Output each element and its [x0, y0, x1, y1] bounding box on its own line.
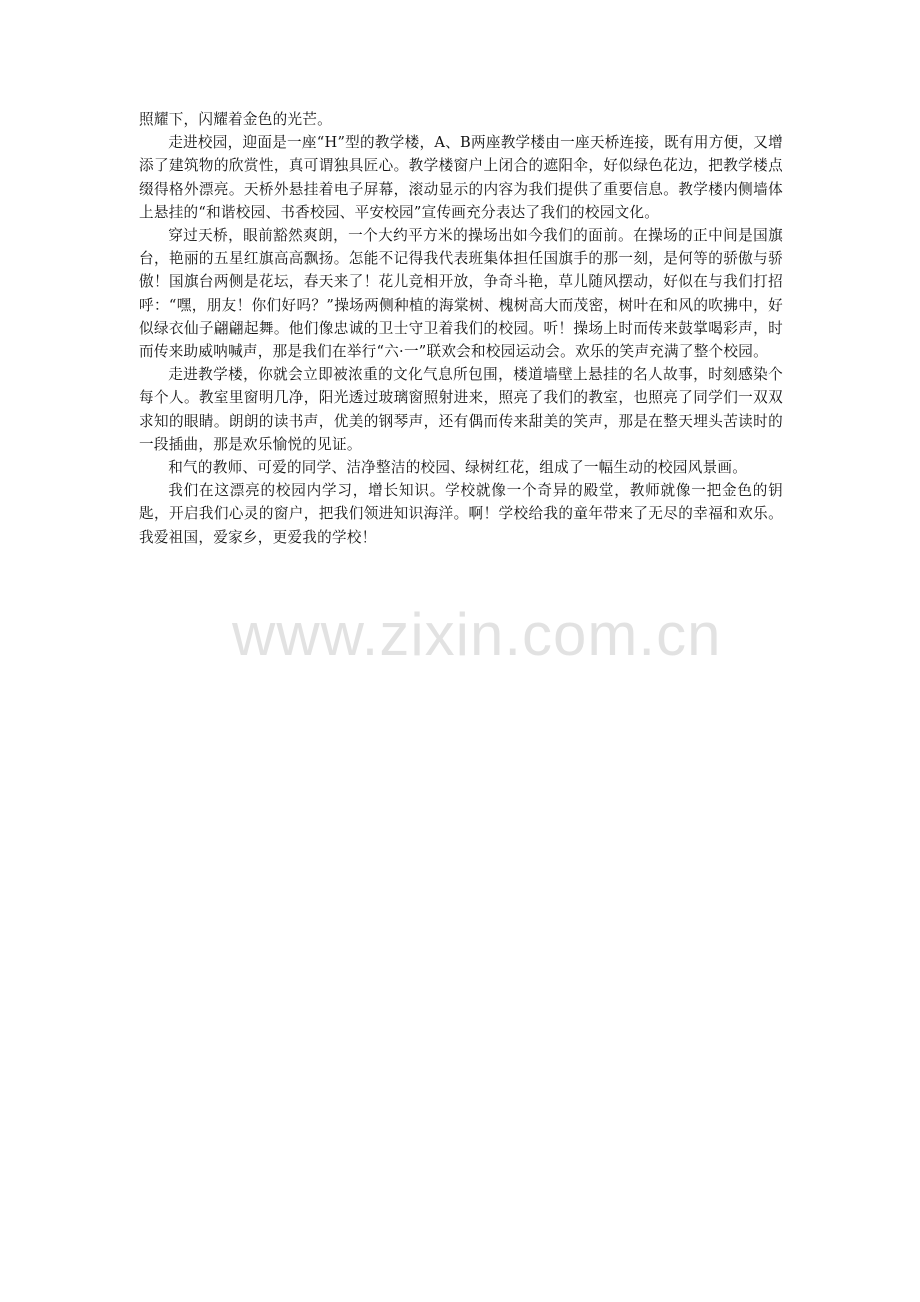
- article-body: [139, 108, 783, 549]
- watermark: www.zixin.com.cn: [232, 601, 722, 668]
- paragraph-entrance: 走进校园，迎面是一座“H”型的教学楼，A、B两座教学楼由一座天桥连接，既有用方便，又增添了建筑物的欣赏性，真可谓独具匠心。教学楼窗户上闭合的遮阳伞，好似绿色花边，把教学楼点缀得格外漂亮。天桥外悬挂着电子屏幕，滚动显示的内容为我们提供了重要信息。教学楼内侧墙体上悬挂的“和谐校园、书香校园、平安校园”宣传画充分表达了我们的校园文化。: [139, 134, 783, 221]
- paragraph-playground: 穿过天桥，眼前豁然爽朗，一个大约平方米的操场出如今我们的面前。在操场的正中间是国旗台，艳丽的五星红旗高高飘扬。怎能不记得我代表班集体担任国旗手的那一刻，是何等的骄傲与骄傲！国旗台两侧是花坛，春天来了！花儿竞相开放，争奇斗艳，草儿随风摆动，好似在与我们打招呼：“嘿，朋友！你们好吗？”操场两侧种植的海棠树、槐树高大而茂密，树叶在和风的吹拂中，好似绿衣仙子翩翩起舞。他们像忠诚的卫士守卫着我们的校园。听！操场上时而传来鼓掌喝彩声，时而传来助威呐喊声，那是我们在举行“六·一”联欢会和校园运动会。欢乐的笑声充满了整个校园。: [139, 227, 783, 361]
- paragraph-conclusion: 我们在这漂亮的校园内学习，增长知识。学校就像一个奇异的殿堂，教师就像一把金色的钥匙，开启我们心灵的窗户，把我们领进知识海洋。啊！学校给我的童年带来了无尽的幸福和欢乐。我爱祖国，爱家乡，更爱我的学校！: [139, 482, 783, 546]
- paragraph-scenery: 和气的教师、可爱的同学、洁净整洁的校园、绿树红花，组成了一幅生动的校园风景画。: [168, 459, 748, 477]
- paragraph-classroom: 走进教学楼，你就会立即被浓重的文化气息所包围，楼道墙壁上悬挂的名人故事，时刻感染个每个人。教室里窗明几净，阳光透过玻璃窗照射进来，照亮了我们的教室，也照亮了同学们一双双求知的眼睛。朗朗的读书声，优美的钢琴声，还有偶而传来甜美的笑声，那是在整天埋头苦读时的一段插曲，那是欢乐愉悦的见证。: [139, 366, 783, 453]
- paragraph-continued: 照耀下，闪耀着金色的光芒。: [139, 111, 332, 128]
